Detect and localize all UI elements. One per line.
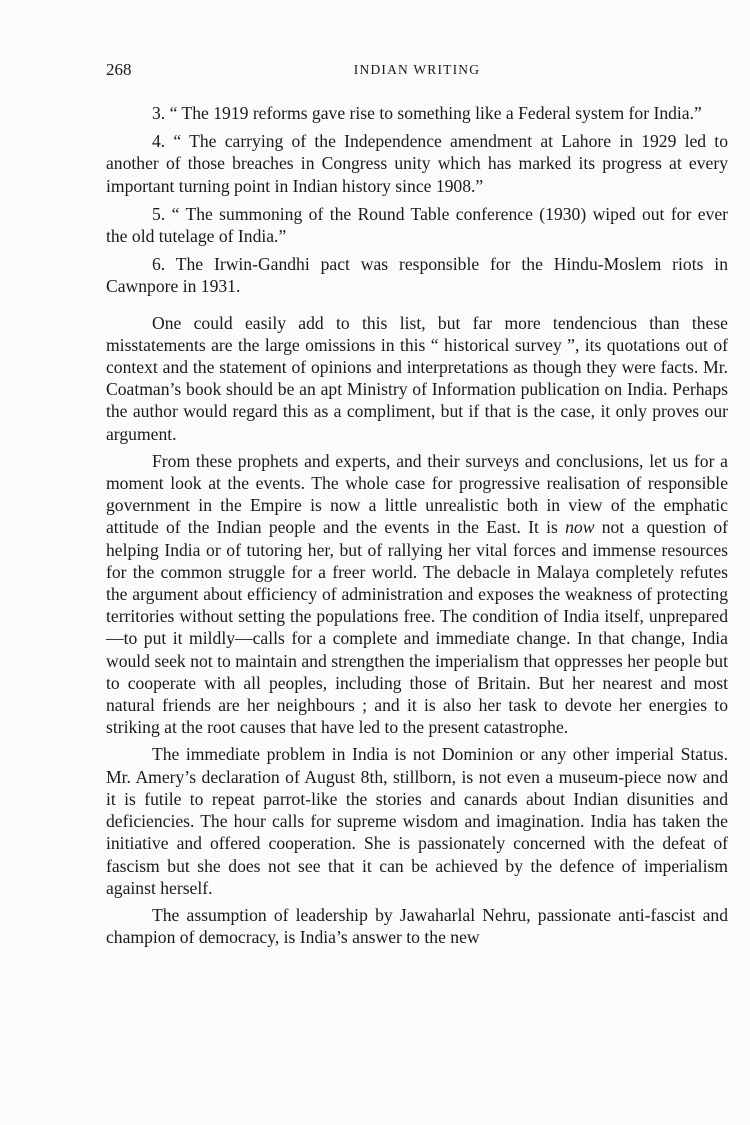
paragraph-events-text-1: From these prophets and experts, and their surveys and conclusions, let us for a moment look at the events. The whole case for progressive realisation of responsible government in the Empire is now a little unrealistic both in view of the emphatic attitude of the Indian people and the events in the East. It is bbox=[106, 450, 728, 538]
paragraph-events bbox=[106, 450, 728, 739]
numbered-item-4: 4. “ The carrying of the Independence amendment at Lahore in 1929 led to another of those breaches in Congress unity which has marked its progress at every important turning point in Indian history since 1908.” bbox=[106, 131, 728, 196]
paragraph-immediate-problem: The immediate problem in India is not Dominion or any other imperial Status. Mr. Amery’s declaration of August 8th, stillborn, is not even a museum-piece now and it is futile to repeat parrot-like the stories and canards about Indian disunities and deficiencies. The hour calls for supreme wisdom and imagination. India has taken the initiative and offered cooperation. She is passionately concerned with the defeat of fascism but she does not see that it can be achieved by the defence of imperialism against herself. bbox=[106, 744, 728, 898]
page-header bbox=[106, 60, 728, 86]
paragraph-events-text-2: not a question of helping India or of tutoring her, but of rallying her vital forces and immense resources for the common struggle for a freer world. bbox=[106, 517, 728, 582]
body-text bbox=[106, 102, 728, 948]
numbered-item-5: 5. “ The summoning of the Round Table conference (1930) wiped out for ever the old tutelage of India.” bbox=[106, 203, 728, 247]
paragraph-leadership: The assumption of leadership by Jawaharlal Nehru, passionate anti-fascist and champion of democracy, is India’s answer to the new bbox=[106, 904, 728, 948]
paragraph-omissions: One could easily add to this list, but far more tendencious than these misstatements are the large omissions in this “ historical survey ”, its quotations out of context and the statement of opinions and interpretations as though they were facts. Mr. Coatman’s book should be an apt Ministry of Information publication on India. Perhaps the author would regard this as a compliment, but if that is the case, it only proves our argument. bbox=[106, 312, 728, 444]
book-page bbox=[106, 60, 728, 948]
page-number: 268 bbox=[106, 60, 132, 79]
running-title: INDIAN WRITING bbox=[353, 62, 481, 77]
numbered-item-3: 3. “ The 1919 reforms gave rise to something like a Federal system for India.” bbox=[152, 103, 702, 123]
emphasis-now: now bbox=[565, 517, 595, 538]
paragraph-events-text-3: The debacle in Malaya completely refutes the argument about efficiency of administration and exposes the weakness of protecting territories without setting the populations free. The condition of India itself, unprepared—to put it mildly—calls for a complete and immediate change. In that change, India would seek not to maintain and strengthen the imperialism that oppresses her people but to cooperate with all peoples, including those of Britain. But her nearest and most natural friends are her neighbours ; and it is also her task to devote her energies to striking at the root causes that have led to the present catastrophe. bbox=[106, 561, 728, 738]
numbered-item-6: 6. The Irwin-Gandhi pact was responsible for the Hindu-Moslem riots in Cawnpore in 1931. bbox=[106, 254, 728, 297]
